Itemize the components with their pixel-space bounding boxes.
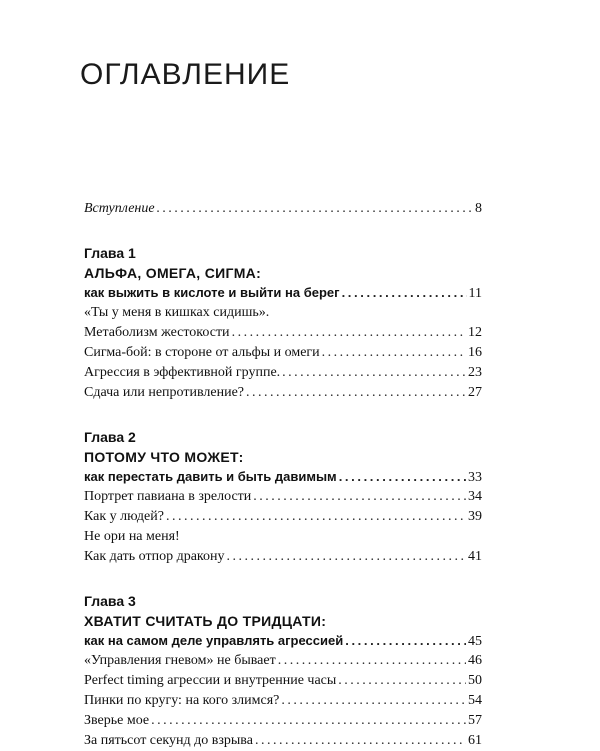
toc-entry [84, 651, 482, 671]
toc-entry-label: «Ты у меня в кишках сидишь». [84, 305, 270, 320]
chapter-subtitle-entry [84, 631, 482, 651]
leader-dots [338, 671, 466, 691]
toc-entry [84, 383, 482, 403]
toc-entry [84, 363, 482, 383]
toc-entry-page: 23 [468, 365, 482, 380]
toc-entry-page: 16 [468, 345, 482, 360]
leader-dots [342, 283, 467, 303]
leader-dots [282, 363, 466, 383]
toc-entry-page: 8 [475, 201, 482, 216]
chapters-list [84, 243, 482, 751]
toc-entry-label: Портрет павиана в зрелости [84, 489, 252, 504]
toc-entry-label: Агрессия в эффективной группе. [84, 365, 281, 380]
leader-dots [151, 711, 466, 731]
toc-entry-page: 33 [468, 470, 482, 485]
toc-entry-label: как выжить в кислоте и выйти на берег [84, 285, 340, 300]
toc-entry-label: Как у людей? [84, 509, 164, 524]
leader-dots [253, 487, 466, 507]
toc-entry-page: 45 [468, 634, 482, 649]
toc-entry-intro [84, 199, 482, 219]
leader-dots [322, 343, 466, 363]
toc-entry-label: Сдача или непротивление? [84, 385, 245, 400]
toc-entry-label: как на самом деле управлять агрессией [84, 633, 344, 648]
toc-entry-page: 50 [468, 673, 482, 688]
toc-entry-page: 61 [468, 733, 482, 748]
toc-entry-page: 11 [468, 286, 482, 301]
toc-entry-label: Вступление [84, 201, 155, 216]
toc-entry-label: Как дать отпор дракону [84, 549, 225, 564]
leader-dots [157, 199, 473, 219]
toc-entry [84, 343, 482, 363]
toc-entry-label: Не ори на меня! [84, 529, 180, 544]
toc-entry-page: 46 [468, 653, 482, 668]
leader-dots [281, 691, 466, 711]
chapter-number: Глава 3 [84, 593, 136, 609]
leader-dots [227, 547, 467, 567]
leader-dots [166, 507, 466, 527]
leader-dots [255, 731, 466, 751]
toc-entry-page: 41 [468, 549, 482, 564]
toc-entry [84, 731, 482, 751]
page-title: ОГЛАВЛЕНИЕ [80, 58, 291, 91]
toc-entry [84, 671, 482, 691]
toc-entry-label: как перестать давить и быть давимым [84, 469, 337, 484]
chapter-subtitle-entry [84, 467, 482, 487]
toc-entry-page: 57 [468, 713, 482, 728]
toc-entry [84, 303, 482, 323]
chapter-number: Глава 1 [84, 245, 136, 261]
leader-dots [345, 631, 466, 651]
toc-entry [84, 507, 482, 527]
toc-entry-label: Сигма-бой: в стороне от альфы и омеги [84, 345, 320, 360]
toc-entry [84, 527, 482, 547]
chapter-title: АЛЬФА, ОМЕГА, СИГМА: [84, 265, 262, 281]
chapter-block [84, 427, 482, 567]
toc-entry-label: За пятьсот секунд до взрыва [84, 733, 253, 748]
toc-entry-page: 39 [468, 509, 482, 524]
toc-entry-label: Метаболизм жестокости [84, 325, 230, 340]
leader-dots [339, 467, 466, 487]
toc-entry-page: 54 [468, 693, 482, 708]
leader-dots [246, 383, 466, 403]
leader-dots [232, 323, 466, 343]
chapter-title: ПОТОМУ ЧТО МОЖЕТ: [84, 449, 244, 465]
toc-entry [84, 547, 482, 567]
table-of-contents [84, 199, 482, 751]
toc-entry [84, 487, 482, 507]
toc-entry-page: 34 [468, 489, 482, 504]
chapter-subtitle-entry [84, 283, 482, 303]
toc-entry-label: Пинки по кругу: на кого злимся? [84, 693, 280, 708]
chapter-block [84, 591, 482, 751]
toc-entry [84, 323, 482, 343]
toc-entry [84, 691, 482, 711]
toc-entry-label: Зверье мое [84, 713, 150, 728]
chapter-block [84, 243, 482, 403]
toc-entry-page: 27 [468, 385, 482, 400]
toc-entry-label: Perfect timing агрессии и внутренние часы [84, 673, 337, 688]
toc-entry-page: 12 [468, 325, 482, 340]
chapter-number: Глава 2 [84, 429, 136, 445]
toc-entry [84, 711, 482, 731]
chapter-title: ХВАТИТ СЧИТАТЬ ДО ТРИДЦАТИ: [84, 613, 327, 629]
toc-entry-label: «Управления гневом» не бывает [84, 653, 276, 668]
leader-dots [278, 651, 466, 671]
